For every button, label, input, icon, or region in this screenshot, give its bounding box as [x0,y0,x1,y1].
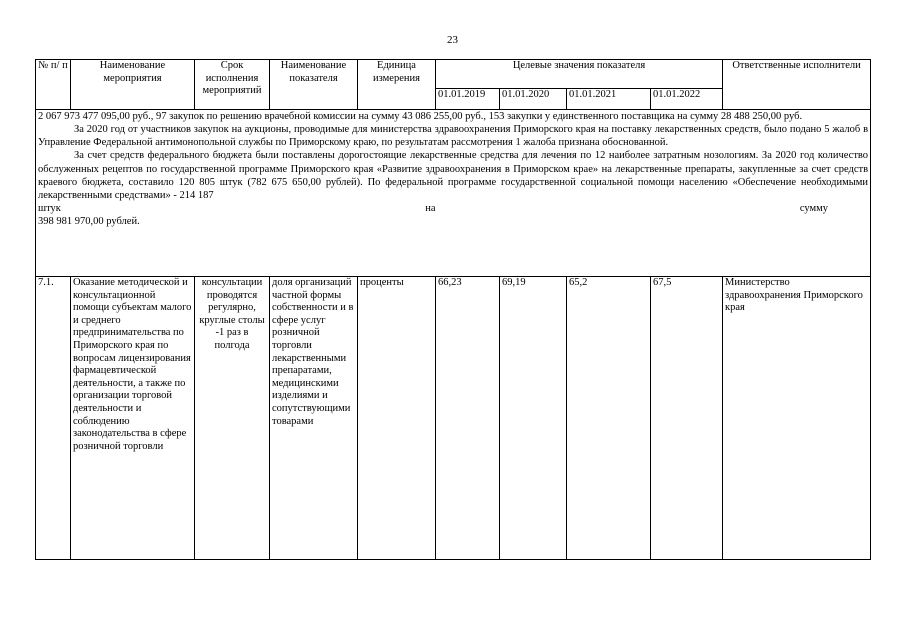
narrative-paragraph-3: За счет средств федерального бюджета были поставлены дорогостоящие лекарственные средства для лечения по 12 наиболее затратным нозологиям. За 2020 год количество обслуженных рецептов по государственной программе Приморского края «Развитие здравоохранения в Приморском крае» на лекарственные препараты, закупленные за счет средств краевого бюджета, составило 120 805 штук (782 675 650,00 рублей). По федеральной программе государственной социальной помощи населению «Обеспечение необходимыми лекарственными средствами» - 214 187 [38,150,869,201]
narrative-paragraph-1: 2 067 973 477 095,00 руб., 97 закупок по решению врачебной комиссии на сумму 43 086 255,00 руб., 153 закупки у единственного поставщика на сумму 28 488 250,00 руб. [38,111,803,122]
header-deadline: Срок исполнения мероприятий [195,60,270,110]
header-date-2021: 01.01.2021 [567,89,651,110]
header-event-name: Наименование мероприятия [71,60,195,110]
narrative-word-a: штук [38,202,61,214]
narrative-paragraph-2: За 2020 год от участников закупок на аукционы, проводимые для министерства здравоохранения Приморского края на поставку лекарственных средств, было подано 5 жалоб в Управление Федеральной антимонопольной службы по Приморскому краю, по результатам рассмотрения 1 жалоба признана обоснованной. [38,124,869,149]
row-event-name: Оказание методической и консультационной помощи субъектам малого и среднего предпринимательства по Приморского края по вопросам лицензирования фармацевтической деятельности, а также по организации торговой деятельности и соблюдению законодательства в сфере розничной торговли [71,277,195,560]
row-responsible: Министерство здравоохранения Приморского края [723,277,871,560]
narrative-word-c: сумму [799,202,829,214]
page-number: 23 [447,34,458,46]
table-row [36,277,871,560]
header-date-2022: 01.01.2022 [651,89,723,110]
header-responsible: Ответственные исполнители [723,60,871,110]
measures-table [35,59,871,560]
row-value-2021: 65,2 [567,277,651,560]
header-num: № п/ п [36,60,71,110]
header-targets: Целевые значения показателя [436,60,723,89]
row-num: 7.1. [36,277,71,560]
row-deadline: консультации проводятся регулярно, круглые столы -1 раз в полгода [195,277,270,560]
narrative-row [36,110,871,277]
row-value-2022: 67,5 [651,277,723,560]
row-indicator: доля организаций частной формы собственности и в сфере услуг розничной торговли лекарственными препаратами, медицинскими изделиями и сопутствующими товарами [270,277,358,560]
narrative-spread-line [38,202,868,215]
narrative-cell [36,110,871,277]
header-unit: Единица измерения [358,60,436,110]
header-indicator: Наименование показателя [270,60,358,110]
header-date-2019: 01.01.2019 [436,89,500,110]
narrative-word-b: на [425,202,436,214]
row-unit: проценты [358,277,436,560]
row-value-2020: 69,19 [500,277,567,560]
header-row-1 [36,60,871,89]
header-date-2020: 01.01.2020 [500,89,567,110]
narrative-paragraph-5: 398 981 970,00 рублей. [38,216,140,227]
row-value-2019: 66,23 [436,277,500,560]
